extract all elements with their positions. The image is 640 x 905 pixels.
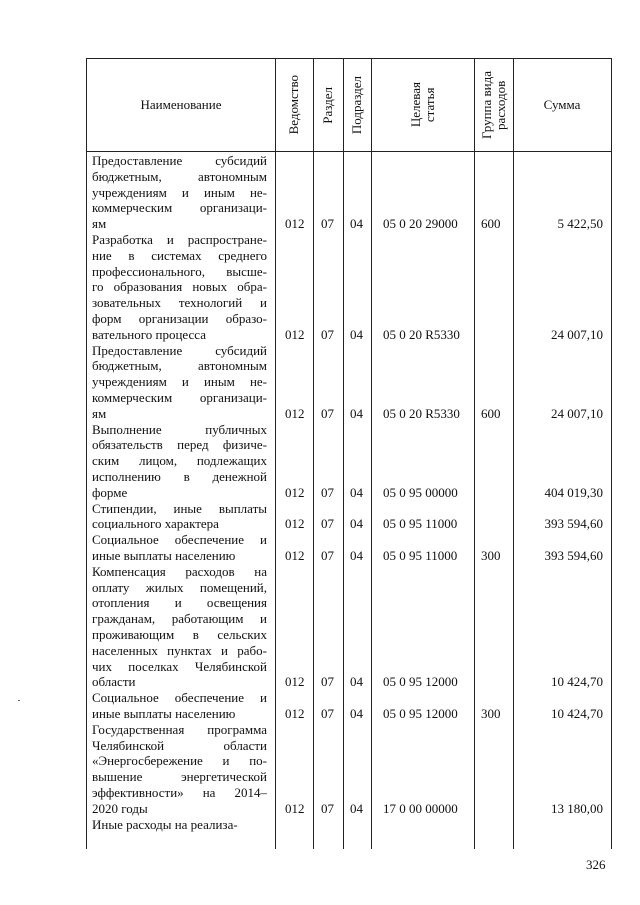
- cell-summa: 24 007,10: [551, 405, 603, 421]
- cell-celevaya: 05 0 95 11000: [383, 548, 458, 563]
- cell-gruppa: 300: [481, 706, 501, 721]
- col-divider: [371, 59, 372, 849]
- cell-vedomstvo: 012: [285, 706, 305, 721]
- cell-vedomstvo: 012: [285, 405, 305, 421]
- cell-celevaya: 05 0 20 R5330: [383, 405, 460, 421]
- cell-vedomstvo: 012: [285, 800, 305, 816]
- cell-name-line: зовательных технологий и: [92, 295, 267, 311]
- cell-name-line: форме: [92, 484, 128, 500]
- cell-razdel: 07: [321, 326, 334, 342]
- cell-summa: 24 007,10: [551, 326, 603, 342]
- cell-vedomstvo: 012: [285, 674, 305, 690]
- col-divider: [343, 59, 344, 849]
- cell-name-line: чих поселках Челябинской: [92, 658, 267, 674]
- cell-name-line: Социальное обеспечение и: [92, 690, 267, 706]
- cell-razdel: 07: [321, 706, 334, 721]
- cell-vedomstvo: 012: [285, 216, 305, 232]
- cell-razdel: 07: [321, 516, 334, 532]
- cell-celevaya: 05 0 95 12000: [383, 706, 458, 721]
- cell-name-line: Предоставление субсидий: [92, 342, 267, 358]
- cell-name: [92, 153, 267, 232]
- header-summa: [513, 59, 611, 151]
- cell-name: [92, 564, 267, 690]
- col-divider: [513, 59, 514, 849]
- cell-name-line: ям: [92, 405, 107, 421]
- budget-table: [86, 58, 612, 849]
- col-divider: [474, 59, 475, 849]
- cell-name-line: учреждениям и иным не-: [92, 374, 267, 390]
- cell-summa: 404 019,30: [544, 484, 603, 500]
- cell-summa: 393 594,60: [544, 516, 603, 532]
- cell-gruppa: 600: [481, 405, 501, 421]
- cell-podrazdel: 04: [350, 674, 363, 690]
- cell-name-line: коммерческим организаци-: [92, 200, 267, 216]
- cell-name-line: отопления и освещения: [92, 595, 267, 611]
- cell-name: [92, 343, 267, 422]
- cell-name-line: ние в системах среднего: [92, 247, 267, 263]
- cell-name-line: эффективности» на 2014–: [92, 784, 267, 800]
- cell-podrazdel: 04: [350, 800, 363, 816]
- cell-name-line: ским лицом, подлежащих: [92, 453, 267, 469]
- cell-vedomstvo: 012: [285, 548, 305, 563]
- header-vedomstvo-label: Ведомство: [286, 75, 301, 135]
- header-podrazdel: [343, 59, 371, 151]
- header-divider: [87, 151, 611, 152]
- header-name-label: Наименование: [140, 97, 222, 112]
- cell-razdel: 07: [321, 674, 334, 690]
- cell-summa: 393 594,60: [544, 548, 603, 563]
- cell-podrazdel: 04: [350, 516, 363, 532]
- col-divider: [313, 59, 314, 849]
- cell-name-line: Стипендии, иные выплаты: [92, 500, 267, 516]
- cell-gruppa: 600: [481, 216, 501, 232]
- cell-name-line: иные выплаты населению: [92, 705, 236, 721]
- page-number: 326: [586, 857, 606, 872]
- cell-name: [92, 690, 267, 722]
- cell-name-line: обязательств перед физиче-: [92, 437, 267, 453]
- cell-celevaya: 05 0 20 29000: [383, 216, 458, 232]
- cell-podrazdel: 04: [350, 216, 363, 232]
- header-gruppa-label: Группа вида расходов: [478, 71, 508, 139]
- cell-podrazdel: 04: [350, 548, 363, 563]
- cell-razdel: 07: [321, 548, 334, 563]
- cell-name-line: вышение энергетической: [92, 769, 267, 785]
- header-celevaya: [371, 59, 474, 151]
- cell-name-line: 2020 годы: [92, 800, 148, 816]
- cell-name-line: Выполнение публичных: [92, 421, 267, 437]
- header-gruppa: [474, 59, 513, 151]
- cell-name: [92, 817, 267, 833]
- cell-name-line: иные выплаты населению: [92, 547, 236, 563]
- cell-name-line: Челябинской области: [92, 737, 267, 753]
- cell-name-line: бюджетным, автономным: [92, 168, 267, 184]
- cell-podrazdel: 04: [350, 326, 363, 342]
- cell-vedomstvo: 012: [285, 326, 305, 342]
- cell-celevaya: 17 0 00 00000: [383, 800, 458, 816]
- cell-name-line: го образования новых обра-: [92, 279, 267, 295]
- cell-summa: 13 180,00: [551, 800, 603, 816]
- cell-name-line: Государственная программа: [92, 721, 267, 737]
- cell-name-line: области: [92, 674, 136, 690]
- header-razdel: [313, 59, 343, 151]
- cell-celevaya: 05 0 20 R5330: [383, 326, 460, 342]
- cell-summa: 10 424,70: [551, 706, 603, 721]
- cell-razdel: 07: [321, 216, 334, 232]
- cell-name-line: проживающим в сельских: [92, 626, 267, 642]
- cell-name-line: профессионального, высше-: [92, 263, 267, 279]
- header-summa-label: Сумма: [543, 97, 581, 112]
- cell-gruppa: 300: [481, 548, 501, 563]
- cell-name: [92, 232, 267, 343]
- cell-name-line: коммерческим организаци-: [92, 389, 267, 405]
- cell-name-line: социального характера: [92, 516, 219, 532]
- cell-name: [92, 501, 267, 533]
- cell-podrazdel: 04: [350, 405, 363, 421]
- cell-name-line: Предоставление субсидий: [92, 153, 267, 168]
- cell-vedomstvo: 012: [285, 516, 305, 532]
- cell-name: [92, 722, 267, 817]
- cell-name-line: вательного процесса: [92, 326, 206, 342]
- cell-celevaya: 05 0 95 12000: [383, 674, 458, 690]
- cell-name-line: исполнению в денежной: [92, 468, 267, 484]
- header-razdel-label: Раздел: [320, 86, 335, 124]
- cell-name-line: населенных пунктах и рабо-: [92, 642, 267, 658]
- col-divider: [275, 59, 276, 849]
- cell-name: [92, 532, 267, 564]
- cell-razdel: 07: [321, 484, 334, 500]
- cell-celevaya: 05 0 95 11000: [383, 516, 458, 532]
- cell-name-line: гражданам, работающим и: [92, 611, 267, 627]
- cell-name-line: Компенсация расходов на: [92, 563, 267, 579]
- scan-speck: [18, 700, 20, 701]
- header-podrazdel-label: Подраздел: [349, 75, 364, 135]
- cell-vedomstvo: 012: [285, 484, 305, 500]
- cell-name-line: «Энергосбережение и по-: [92, 753, 267, 769]
- cell-name-line: оплату жилых помещений,: [92, 579, 267, 595]
- cell-name-line: Иные расходы на реализа-: [92, 816, 238, 832]
- cell-razdel: 07: [321, 405, 334, 421]
- cell-name-line: ям: [92, 216, 107, 232]
- cell-celevaya: 05 0 95 00000: [383, 484, 458, 500]
- header-vedomstvo: [275, 59, 313, 151]
- cell-name-line: учреждениям и иным не-: [92, 184, 267, 200]
- cell-podrazdel: 04: [350, 706, 363, 721]
- cell-name-line: Социальное обеспечение и: [92, 532, 267, 548]
- header-celevaya-label: Целевая статья: [407, 82, 437, 128]
- cell-summa: 5 422,50: [557, 216, 603, 232]
- cell-name: [92, 422, 267, 501]
- cell-name-line: бюджетным, автономным: [92, 358, 267, 374]
- cell-podrazdel: 04: [350, 484, 363, 500]
- cell-summa: 10 424,70: [551, 674, 603, 690]
- cell-razdel: 07: [321, 800, 334, 816]
- header-name: [87, 59, 275, 151]
- cell-name-line: Разработка и распростране-: [92, 232, 267, 247]
- cell-name-line: форм организации образо-: [92, 310, 267, 326]
